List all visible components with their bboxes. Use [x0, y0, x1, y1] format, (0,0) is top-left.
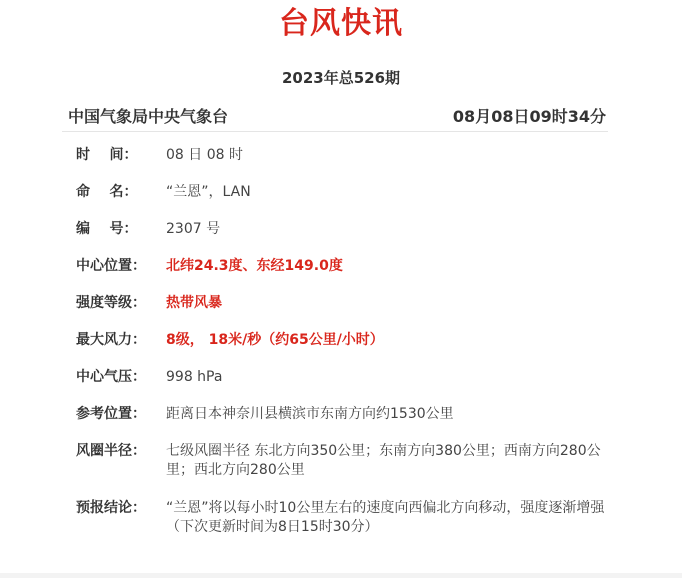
field-label-max-wind: 最大风力：: [76, 332, 146, 348]
field-value-max-wind: 8级， 18米/秒（约65公里/小时）: [166, 332, 384, 348]
field-label-intensity: 强度等级：: [76, 295, 146, 311]
forecast-next-update-note: （下次更新时间为8日15时30分）: [166, 519, 379, 535]
field-label-forecast: 预报结论：: [76, 500, 146, 516]
forecast-text: “兰恩”将以每小时10公里左右的速度向西偏北方向移动，强度逐渐增强: [166, 500, 605, 516]
field-value-center-position: 北纬24.3度、东经149.0度: [166, 258, 343, 274]
field-label-wind-radius: 风圈半径：: [76, 443, 146, 459]
field-value-intensity: 热带风暴: [166, 295, 222, 311]
issue-time: 08月08日09时34分: [452, 107, 606, 126]
bottom-divider: [0, 573, 682, 578]
issue-number: 2023年总526期: [281, 69, 401, 87]
issuing-agency: 中国气象局中央气象台: [68, 107, 229, 126]
field-label-name: 命 名：: [76, 184, 138, 200]
field-value-number: 2307 号: [166, 221, 221, 237]
field-value-name: “兰恩”，LAN: [166, 184, 251, 200]
field-label-pressure: 中心气压：: [76, 369, 146, 385]
page-title: 台风快讯: [279, 6, 403, 41]
field-value-forecast: [166, 499, 606, 537]
field-value-reference-position: 距离日本神奈川县横滨市东南方向约1530公里: [166, 406, 454, 422]
field-value-wind-radius: 七级风圈半径 东北方向350公里；东南方向380公里；西南方向280公里；西北方向280公里: [166, 443, 601, 478]
header-divider: [62, 131, 608, 132]
field-label-time: 时 间：: [76, 147, 138, 163]
field-label-reference-position: 参考位置：: [76, 406, 146, 422]
field-label-number: 编 号：: [76, 221, 138, 237]
field-value-time: 08 日 08 时: [166, 147, 243, 163]
field-value-pressure: 998 hPa: [166, 369, 223, 385]
field-label-center-position: 中心位置：: [76, 258, 146, 274]
